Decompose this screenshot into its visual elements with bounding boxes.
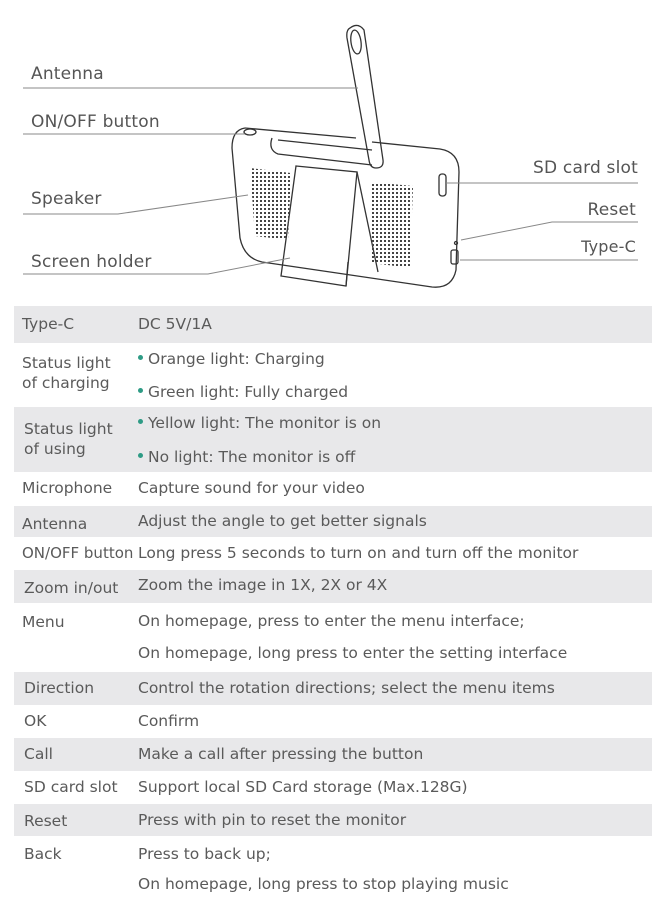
callout-antenna: Antenna xyxy=(31,64,104,84)
row-desc-line: Orange light: Charging xyxy=(138,343,652,375)
row-desc: Confirm xyxy=(138,712,200,730)
row-desc: Adjust the angle to get better signals xyxy=(138,512,427,530)
table-row-menu xyxy=(14,603,652,672)
row-desc: Control the rotation directions; select the menu items xyxy=(138,679,555,697)
row-label: ON/OFF button xyxy=(22,544,134,562)
device-diagram xyxy=(0,0,655,300)
callout-onoff-button: ON/OFF button xyxy=(31,112,160,132)
spec-table xyxy=(14,306,652,902)
callout-reset: Reset xyxy=(587,200,636,220)
bullet-icon xyxy=(138,419,143,424)
row-label: SD card slot xyxy=(24,778,118,796)
table-row-ok xyxy=(14,705,652,738)
row-label: OK xyxy=(24,712,47,730)
row-desc: Make a call after pressing the button xyxy=(138,745,424,763)
row-desc: DC 5V/1A xyxy=(138,315,212,333)
bullet-icon xyxy=(138,388,143,393)
row-desc-line: On homepage, press to enter the menu interface; xyxy=(138,612,525,630)
row-desc-line: On homepage, long press to stop playing music xyxy=(138,875,509,893)
row-label: Microphone xyxy=(22,479,113,497)
bullet-icon xyxy=(138,355,143,360)
row-label: Antenna xyxy=(22,515,88,533)
row-desc-line: Press to back up; xyxy=(138,845,271,863)
row-desc: Zoom the image in 1X, 2X or 4X xyxy=(138,576,388,594)
row-desc-line: On homepage, long press to enter the setting interface xyxy=(138,644,568,662)
row-desc: Capture sound for your video xyxy=(138,479,365,497)
row-desc: Long press 5 seconds to turn on and turn off the monitor xyxy=(138,544,579,562)
row-label: Direction xyxy=(24,679,95,697)
row-desc-line: Green light: Fully charged xyxy=(138,375,652,407)
table-row-status-using xyxy=(14,407,652,472)
table-row-microphone xyxy=(14,472,652,506)
table-row-status-charging xyxy=(14,343,652,407)
row-label: Menu xyxy=(22,613,65,631)
row-label: Call xyxy=(24,745,53,763)
callout-speaker: Speaker xyxy=(31,189,102,209)
row-desc: Support local SD Card storage (Max.128G) xyxy=(138,778,468,796)
table-row-back xyxy=(14,836,652,902)
table-row-antenna xyxy=(14,506,652,537)
row-desc-line: Yellow light: The monitor is on xyxy=(138,407,652,440)
row-label: Status light of using xyxy=(24,420,113,458)
table-row-call xyxy=(14,738,652,771)
row-desc: Press with pin to reset the monitor xyxy=(138,811,407,829)
table-row-direction xyxy=(14,672,652,705)
callout-sd-card-slot: SD card slot xyxy=(533,158,638,178)
row-label: Status light of charging xyxy=(22,354,111,392)
bullet-icon xyxy=(138,453,143,458)
callout-type-c: Type-C xyxy=(581,237,636,256)
table-row-sd-card-slot xyxy=(14,771,652,804)
row-desc-line: No light: The monitor is off xyxy=(138,440,652,472)
row-label: Zoom in/out xyxy=(24,579,119,597)
row-label: Reset xyxy=(24,812,68,830)
row-label: Type-C xyxy=(22,315,75,333)
table-row-onoff-button xyxy=(14,537,652,570)
table-row-zoom xyxy=(14,570,652,603)
table-row-reset xyxy=(14,804,652,836)
row-label: Back xyxy=(24,845,62,863)
table-row-type-c xyxy=(14,306,652,343)
callout-screen-holder: Screen holder xyxy=(31,252,152,272)
